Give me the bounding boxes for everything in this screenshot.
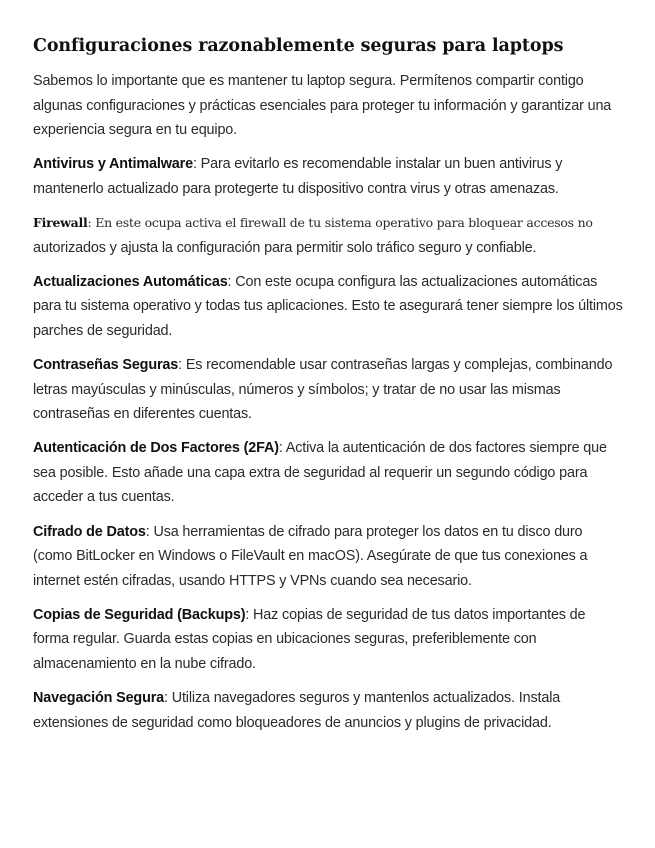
item-antivirus: [33, 152, 625, 201]
item-term: Cifrado de Datos: [33, 523, 146, 540]
item-passwords: [33, 353, 625, 427]
item-encryption: [33, 520, 625, 594]
item-text: : Es recomendable usar contraseñas largas y complejas, combinando letras mayúsculas y minúsculas, números y símbolos; y tratar de no usar las mismas contraseñas en diferentes cuentas.: [33, 356, 613, 423]
item-browsing: [33, 686, 625, 735]
intro-paragraph: Sabemos lo importante que es mantener tu laptop segura. Permítenos compartir contigo algunas configuraciones y prácticas esenciales para proteger tu información y garantizar una experiencia segura en tu equipo.: [33, 73, 612, 139]
item-text: : Utiliza navegadores seguros y mantenlos actualizados. Instala extensiones de seguridad como bloqueadores de anuncios y plugins de privacidad.: [33, 690, 561, 731]
item-text: : Con este ocupa configura las actualizaciones automáticas para tu sistema operativo y todas tus aplicaciones. Esto te asegurará tener siempre los últimos parches de seguridad.: [33, 273, 623, 339]
item-term: Autenticación de Dos Factores (2FA): [33, 440, 279, 457]
item-2fa: [33, 436, 625, 510]
item-text: : Usa herramientas de cifrado para proteger los datos en tu disco duro (como BitLocker en Windows o FileVault en macOS). Asegúrate de que tus conexiones a internet estén cifradas, usando HTTPS y VPNs cuando sea necesario.: [33, 523, 588, 589]
item-updates: [33, 270, 625, 344]
item-term: Contraseñas Seguras: [33, 356, 179, 373]
item-text: : Activa la autenticación de dos factores siempre que sea posible. Esto añade una capa extra de seguridad al requerir un segundo código para acceder a tus cuentas.: [33, 440, 607, 506]
item-term: Antivirus y Antimalware: [33, 156, 193, 173]
item-term: Actualizaciones Automáticas: [33, 273, 228, 290]
document-title: Configuraciones razonablemente seguras para laptops: [33, 36, 564, 56]
item-term: Firewall: [33, 214, 88, 230]
item-firewall: [33, 211, 625, 260]
item-backups: [33, 603, 625, 677]
document-page: [33, 34, 625, 745]
item-text-serif: : En este ocupa activa el firewall de tu sistema operativo para bloquear accesos no: [87, 214, 593, 230]
item-term: Navegación Segura: [33, 690, 165, 707]
item-text: : Para evitarlo es recomendable instalar un buen antivirus y mantenerlo actualizado para protegerte tu dispositivo contra virus y otras amenazas.: [33, 156, 563, 197]
item-term: Copias de Seguridad (Backups): [33, 606, 246, 623]
item-text: : Haz copias de seguridad de tus datos importantes de forma regular. Guarda estas copias en ubicaciones seguras, preferiblemente con almacenamiento en la nube cifrado.: [33, 606, 586, 672]
item-text: autorizados y ajusta la configuración para permitir solo tráfico seguro y confiable.: [33, 239, 537, 256]
